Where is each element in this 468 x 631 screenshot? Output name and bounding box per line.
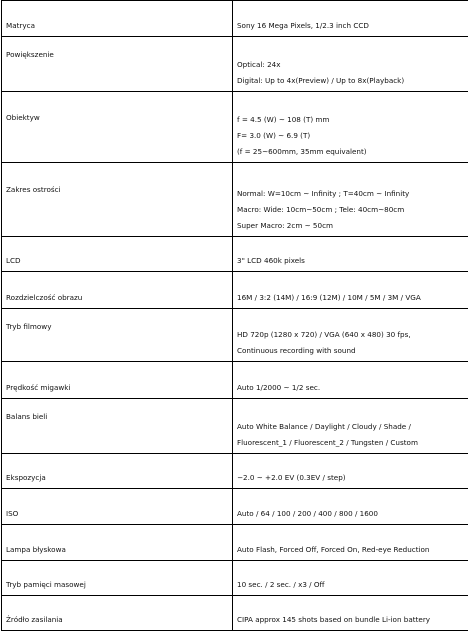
spec-label: Balans bieli (2, 399, 233, 454)
spec-label: Źródło zasilania (2, 596, 233, 631)
spec-value (233, 272, 468, 309)
spec-value (233, 454, 468, 489)
spec-value-line: Super Macro: 2cm ~ 50cm (237, 221, 334, 230)
spec-label: ISO (2, 489, 233, 525)
spec-value (233, 1, 468, 37)
spec-label: Tryb filmowy (2, 309, 233, 362)
spec-value-line: Continuous recording with sound (237, 346, 356, 355)
spec-label: Powiększenie (2, 37, 233, 92)
spec-value-line: CIPA approx 145 shots based on bundle Li-ion battery (237, 615, 431, 624)
spec-value (233, 362, 468, 399)
spec-value-line: 10 sec. / 2 sec. / x3 / Off (237, 580, 325, 589)
spec-value-line: 16M / 3:2 (14M) / 16:9 (12M) / 10M / 5M / 3M / VGA (237, 293, 421, 302)
spec-value (233, 525, 468, 561)
spec-value-line: Auto White Balance / Daylight / Cloudy / Shade / (237, 422, 411, 431)
spec-value (233, 399, 468, 454)
spec-row (2, 163, 468, 237)
spec-value-line: Optical: 24x (237, 60, 281, 69)
spec-value (233, 561, 468, 596)
spec-value (233, 237, 468, 272)
spec-row (2, 272, 468, 309)
spec-row (2, 596, 468, 631)
spec-value-line: Macro: Wide: 10cm~50cm ; Tele: 40cm~80cm (237, 205, 405, 214)
spec-value (233, 309, 468, 362)
spec-row (2, 92, 468, 163)
spec-label: Tryb pamięci masowej (2, 561, 233, 596)
spec-value-line: −2.0 ~ +2.0 EV (0.3EV / step) (237, 473, 346, 482)
spec-row (2, 454, 468, 489)
spec-row (2, 525, 468, 561)
spec-row (2, 489, 468, 525)
spec-value-line: Auto Flash, Forced Off, Forced On, Red-eye Reduction (237, 545, 430, 554)
spec-value (233, 92, 468, 163)
spec-value (233, 489, 468, 525)
spec-value-line: 3" LCD 460k pixels (237, 256, 305, 265)
spec-label: Prędkość migawki (2, 362, 233, 399)
spec-row (2, 362, 468, 399)
spec-row (2, 399, 468, 454)
spec-value (233, 37, 468, 92)
spec-value-line: Digital: Up to 4x(Preview) / Up to 8x(Playback) (237, 76, 405, 85)
spec-value-line: (f = 25~600mm, 35mm equivalent) (237, 147, 367, 156)
spec-value-line: Auto / 64 / 100 / 200 / 400 / 800 / 1600 (237, 509, 378, 518)
spec-value (233, 596, 468, 631)
spec-value (233, 163, 468, 237)
spec-row (2, 561, 468, 596)
spec-row (2, 1, 468, 37)
spec-label: Matryca (2, 1, 233, 37)
spec-row (2, 237, 468, 272)
spec-row (2, 37, 468, 92)
spec-label: Rozdzielczość obrazu (2, 272, 233, 309)
spec-table (1, 0, 468, 631)
spec-label: Obiektyw (2, 92, 233, 163)
spec-value-line: f = 4.5 (W) ~ 108 (T) mm (237, 115, 330, 124)
spec-row (2, 309, 468, 362)
spec-value-line: Fluorescent_1 / Fluorescent_2 / Tungsten / Custom (237, 438, 418, 447)
spec-label: Lampa błyskowa (2, 525, 233, 561)
spec-label: Ekspozycja (2, 454, 233, 489)
spec-label: Zakres ostrości (2, 163, 233, 237)
spec-value-line: HD 720p (1280 x 720) / VGA (640 x 480) 30 fps, (237, 330, 411, 339)
spec-value-line: F= 3.0 (W) ~ 6.9 (T) (237, 131, 311, 140)
spec-value-line: Sony 16 Mega Pixels, 1/2.3 inch CCD (237, 21, 369, 30)
spec-value-line: Normal: W=10cm ~ Infinity ; T=40cm ~ Infinity (237, 189, 410, 198)
spec-label: LCD (2, 237, 233, 272)
spec-value-line: Auto 1/2000 ~ 1/2 sec. (237, 383, 321, 392)
